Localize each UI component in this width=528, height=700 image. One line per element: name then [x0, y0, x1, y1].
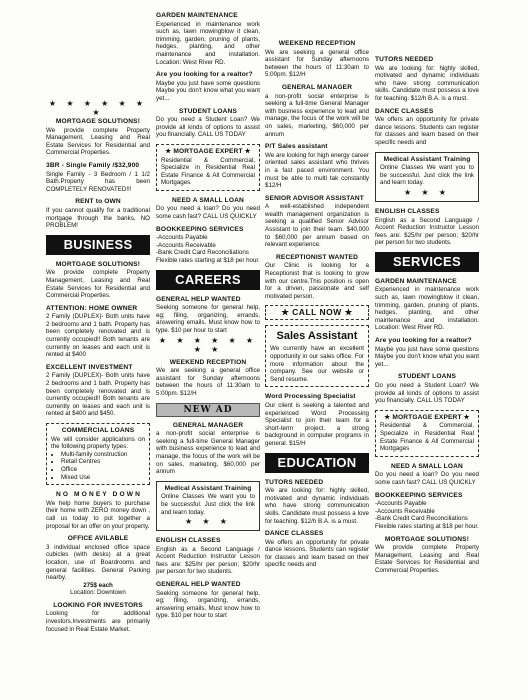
ad-title: STUDENT LOANS	[398, 373, 456, 381]
ad-mortgage-expert[interactable]	[375, 410, 479, 457]
property-type-list	[51, 451, 145, 481]
ad-small-loan[interactable]	[156, 197, 260, 221]
ad-title: Sales Assistant	[276, 330, 358, 343]
ad-garden-maintenance[interactable]	[375, 278, 479, 332]
star-row: ★ ★ ★	[404, 187, 450, 197]
ad-student-loans[interactable]	[375, 373, 479, 404]
ad-price: 275$ each	[83, 581, 113, 589]
ad-title: GENERAL MANAGER	[172, 421, 244, 429]
ad-attention-home-owner[interactable]	[46, 305, 150, 359]
ad-body: Maybe you just have some questions Maybe you don't know what you want yet...	[156, 79, 260, 102]
section-banner-business: BUSINESS	[46, 235, 150, 255]
ad-mortgage-solutions[interactable]	[375, 536, 479, 575]
new-ad-label: NEW AD	[156, 403, 260, 417]
ad-title: Are you looking for a realtor?	[156, 71, 253, 79]
ad-general-manager[interactable]	[265, 84, 369, 138]
ad-excellent-investment[interactable]	[46, 364, 150, 418]
ad-body: We currently have an excellent opportunity in our sales office. For more information about the company. See our website or Send resume.	[270, 345, 364, 383]
ad-realtor[interactable]	[375, 337, 479, 368]
ad-line: -Bank Credit Card Reconciliations	[375, 515, 468, 523]
ad-title: 3BR - Single Family /$32,900	[46, 161, 140, 169]
ad-commercial-loans[interactable]	[46, 423, 150, 485]
ad-title: WEEKEND RECEPTION	[169, 358, 247, 366]
ad-medical-assistant[interactable]	[156, 481, 260, 531]
ad-body: We provide complete Property Management, Leasing and Real Estate Services for Residential and Commercial Properties.	[46, 269, 150, 300]
ad-title: TUTORS NEEDED	[265, 478, 324, 486]
ad-pt-sales-assistant[interactable]	[265, 143, 369, 190]
ad-title: GENERAL HELP WANTED	[156, 295, 241, 303]
ad-receptionist-wanted[interactable]	[265, 254, 369, 301]
section-banner-careers: CAREERS	[156, 270, 260, 290]
ad-garden-maintenance[interactable]	[156, 12, 260, 66]
ad-title: N O M O N E Y D O W N	[55, 491, 141, 499]
ad-body: Single Family - 3 Bedroom / 1 1/2 Bath.Property has been COMPLETELY RENOVATED!!!	[46, 170, 150, 193]
ad-body: We provide complete Property Management, Leasing and Real Estate Services for Residential and Commercial Properties.	[46, 126, 150, 157]
ad-english-classes[interactable]	[375, 208, 479, 247]
column-4	[375, 0, 479, 700]
ad-title: STUDENT LOANS	[179, 107, 237, 115]
ad-body: We will consider applications on the following property types:	[51, 435, 145, 451]
ad-body: A well-established independent wealth management organization is seeking a qualified Senior Advisor Assistant to join their team. $40,000 to $60,000 per annum based on relevant experience.	[265, 203, 369, 249]
ad-title: NEED A SMALL LOAN	[391, 462, 463, 470]
ad-title: OFFICE AVILABLE	[67, 535, 129, 543]
list-item: • Mixed Use	[61, 474, 145, 482]
ad-body: 2 Family (DUPLEX)- Both units have 2 bedrooms and 1 bath. Property has been completely renovated and is currently occupied!! Both tenants are currently on leases and each unit is rented at $400	[46, 313, 150, 359]
ad-body: Experienced in maintenance work such as, lawn mowingblow it clean, trimming, garden, pruning of plants, hedges, planting, and other maintenance and installation. Location: West River RD.	[156, 20, 260, 66]
ad-dance-classes[interactable]	[265, 530, 369, 569]
ad-office-available[interactable]	[46, 535, 150, 597]
ad-looking-for-investors[interactable]	[46, 602, 150, 633]
ad-body: 3 individual enclosed office space cubicles (with desks) at a great location, use of Boardrooms and general facilities. General Parking nearby.	[46, 543, 150, 582]
ad-body: We are looking for high energy career oriented sales assistant who thrives in a fast paced environment. You must be able to multi tak constantly $12/H	[265, 151, 369, 190]
ad-title: EXCELLENT INVESTMENT	[46, 363, 133, 371]
ad-body: If you cannot qualify for a traditional mortgage through the banks, NO PROBLEM!	[46, 206, 150, 230]
ad-body: Do you need a Student Loan? We provide all kinds of options to assist you financially. CALL US TODAY	[156, 116, 260, 139]
ad-rent-to-own[interactable]	[46, 198, 150, 229]
ad-body: We offers an opportunity for private dance lessons. Students can register for classes and learn based on their specific needs and	[375, 116, 479, 146]
ad-no-money-down[interactable]	[46, 491, 150, 530]
column-1	[46, 0, 150, 700]
ad-english-classes[interactable]	[156, 537, 260, 576]
call-now-label: ★ CALL NOW ★	[265, 305, 369, 320]
ad-line: -Accounts Payable	[375, 500, 427, 508]
ad-body: a non-profit social enterprise is seeking a full-time General Manager with business experience to lead and manage, the focus of the work will be on sales, marketing, $60,000 per annum	[156, 430, 260, 476]
ad-body: We are seeking a general office assistant for Sunday afternoons between the hours of 11:30am to 5:00pm. $12/H	[156, 367, 260, 397]
ad-title: ENGLISH CLASSES	[156, 537, 221, 545]
ad-title: TUTORS NEEDED	[375, 56, 434, 63]
ad-body: Our client is seeking a talented and experienced Word Processing Specialist to join their team for a short-term project. a strong background in computer programs in general. $15/H	[265, 401, 369, 447]
section-banner-services: SERVICES	[375, 252, 479, 272]
ad-realtor[interactable]	[156, 71, 260, 102]
ad-body: Looking for additional investors.Investments are primarily focused in Real Estate Market.	[46, 610, 150, 633]
ad-senior-advisor-assistant[interactable]	[265, 195, 369, 249]
ad-title: DANCE CLASSES	[265, 530, 324, 538]
ad-title: P/T Sales assistant	[265, 143, 328, 151]
ad-tutors-needed[interactable]	[375, 56, 479, 103]
ad-body: Online Classes We want you to be successful. Just click the link and learn today.	[161, 493, 255, 516]
ad-title: GENERAL HELP WANTED	[156, 581, 241, 589]
ad-line: -Accounts Payable	[156, 234, 208, 242]
ad-body: English as a Second Language / Accent Reduction Instructor Lesson fees are: $25/hr per person; $20/hr per person for two students.	[375, 216, 479, 247]
ad-title: GARDEN MAINTENANCE	[156, 12, 238, 19]
star-row: ★ ★ ★ ★ ★ ★ ★	[48, 99, 148, 117]
ad-body: Online Classes We want you to be successful. Just click the link and learn today.	[380, 164, 474, 187]
ad-mortgage-solutions-2[interactable]	[46, 261, 150, 300]
ad-title: WEEKEND RECEPTION	[278, 40, 356, 47]
ad-title: GARDEN MAINTENANCE	[375, 277, 457, 285]
ad-body: Seeking someone for general help, eg; filing, organizing, errands, answering emails. Must know how to type. $10 per hour to start	[156, 304, 260, 334]
ad-body: We offers an opportunity for private dance lessons. Students can register for classes and learn based on their specific needs and	[265, 538, 369, 569]
ad-title: RENT to OWN	[75, 198, 121, 206]
ad-body: Do you need a loan? Do you need some cash fast? CALL US QUICKLY	[156, 205, 260, 221]
ad-title: Medical Assistant Training	[164, 484, 252, 492]
ad-rate: Flexible rates starting at $18 per hour.	[156, 257, 260, 265]
ad-body: Seeking someone for general help, eg; filing, organizing, errands, answering emails. Must know how to type. $10 per hour to start	[156, 589, 260, 620]
ad-title: BOOKKEEPING SERVICES	[375, 491, 463, 499]
ad-title: Medical Assistant Training	[383, 155, 471, 163]
column-2	[156, 0, 260, 700]
star-row: ★ ★ ★ ★ ★ ★ ★ ★	[158, 335, 258, 354]
ad-title: ATTENTION: HOME OWNER	[46, 304, 138, 312]
ad-title: COMMERCIAL LOANS	[61, 427, 135, 434]
ad-body: Residential & Commercial, Specialize in Residential Real Estate Finance & All Commercial Mortgages	[380, 422, 474, 453]
ad-line: -Bank Credit Card Reconciliations	[156, 249, 249, 257]
ad-title: NEED A SMALL LOAN	[172, 196, 244, 204]
ad-3br-single-family[interactable]	[46, 162, 150, 193]
star-row: ★ ★ ★	[185, 517, 231, 527]
section-banner-education: EDUCATION	[265, 453, 369, 473]
ad-title: SENIOR ADVISOR ASSISTANT	[265, 194, 364, 202]
ad-body: Experienced in maintenance work such as, lawn mowingblow it clean, trimming, garden, pruning of plants, hedges, planting, and other maintenance and installation. Location: West River RD.	[375, 286, 479, 332]
ad-body: Our Clinic is looking for a Receptionist that is looking to grow with our centre.This position is open for a driven, passionate and self motivated person.	[265, 262, 369, 300]
ad-line: -Accounts Receivable	[156, 241, 216, 249]
ad-tutors-needed[interactable]	[265, 479, 369, 526]
ad-body: We are seeking a general office assistant for Sunday afternoons between the hours of 11:30am to 5:00pm. $12/H	[265, 48, 369, 79]
ad-body: Residential & Commercial, Specialize in Residential Real Estate Finance & All Commercial Mortgages	[161, 156, 255, 187]
ad-title: MORTGAGE SOLUTIONS!	[55, 118, 141, 125]
ad-bookkeeping[interactable]	[156, 226, 260, 265]
ad-general-manager[interactable]	[156, 422, 260, 476]
column-3	[265, 0, 369, 700]
ad-title: Word Processing Specialist	[265, 393, 356, 401]
ad-medical-assistant[interactable]	[375, 152, 479, 202]
ad-title: Are you looking for a realtor?	[375, 337, 472, 345]
ad-title: BOOKKEEPING SERVICES	[156, 225, 244, 233]
ad-general-help-wanted-2[interactable]	[156, 581, 260, 620]
ad-word-processing-specialist[interactable]	[265, 393, 369, 447]
ad-body: Maybe you just have some questions Maybe you don't know what you want yet...	[375, 345, 479, 368]
ad-title: RECEPTIONIST WANTED	[276, 253, 358, 261]
ad-mortgage-solutions[interactable]	[46, 99, 150, 157]
ad-body: We help home buyers to purchase their home with ZERO money down , call us today to put together a proposal for an offer on your property.	[46, 499, 150, 530]
ad-body: Do you need a Student Loan? We provide all kinds of options to assist you financially. CALL US TODAY	[375, 382, 479, 405]
ad-title: MORTGAGE SOLUTIONS!	[384, 535, 470, 543]
ad-mortgage-expert[interactable]	[156, 144, 260, 191]
ad-body: a non-profit social enterprise is seeking a full-time General Manager with business experience to lead and manage, the focus of the work will be on sales, marketing, $60,000 per annum	[265, 92, 369, 138]
ad-weekend-reception[interactable]	[156, 359, 260, 398]
ad-small-loan[interactable]	[375, 463, 479, 487]
ad-body: We are looking for: highly skilled, motivated and dynamic individuals who have strong communication skills. Candidate must possess a love for teaching. $12/h B.A. is a must.	[265, 487, 369, 525]
ad-bookkeeping[interactable]	[375, 492, 479, 531]
list-item: • Office	[61, 466, 145, 474]
ad-body: We are looking for: highly skilled, motivated and dynamic individuals who have strong communication skills. Candidate must possess a love for teaching. $12/h B.A. is a must.	[375, 64, 479, 102]
ad-rate: Flexible rates starting at $18 per hour.	[375, 522, 479, 530]
ad-body: We provide complete Property Management, Leasing and Real Estate Services for Residential and Commercial Properties.	[375, 544, 479, 574]
ad-title: MORTGAGE SOLUTIONS!	[55, 260, 141, 268]
ad-weekend-reception[interactable]	[265, 40, 369, 79]
list-item: • Multi-family construction	[61, 451, 145, 459]
ad-body: 2 Family (DUPLEX)- Both units have 2 bedrooms and 1 bath. Property has been completely renovated and is currently occupied!! Both tenants are currently on leases and each unit is rented at $400 and $450.	[46, 372, 150, 418]
list-item: • Retail Centres	[61, 458, 145, 466]
ad-title: DANCE CLASSES	[375, 107, 434, 115]
ad-general-help-wanted[interactable]	[156, 296, 260, 354]
ad-title: ★ MORTGAGE EXPERT ★	[384, 413, 470, 421]
ad-title: GENERAL MANAGER	[281, 83, 353, 91]
ad-title: ★ MORTGAGE EXPERT ★	[165, 147, 251, 155]
ad-sales-assistant[interactable]	[265, 325, 369, 387]
ad-body: English as a Second Language / Accent Reduction Instructor Lesson fees are: $25/hr per person; $20/hr per person for two students.	[156, 545, 260, 576]
ad-body: Do you need a loan? Do you need some cash fast? CALL US QUICKLY	[375, 471, 479, 486]
ad-location: Location: Downtown	[70, 589, 126, 597]
ad-title: ENGLISH CLASSES	[375, 207, 440, 215]
ad-dance-classes[interactable]	[375, 108, 479, 147]
ad-line: -Accounts Receivable	[375, 507, 435, 515]
ad-title: LOOKING FOR INVESTORS	[53, 601, 143, 609]
ad-student-loans[interactable]	[156, 108, 260, 139]
